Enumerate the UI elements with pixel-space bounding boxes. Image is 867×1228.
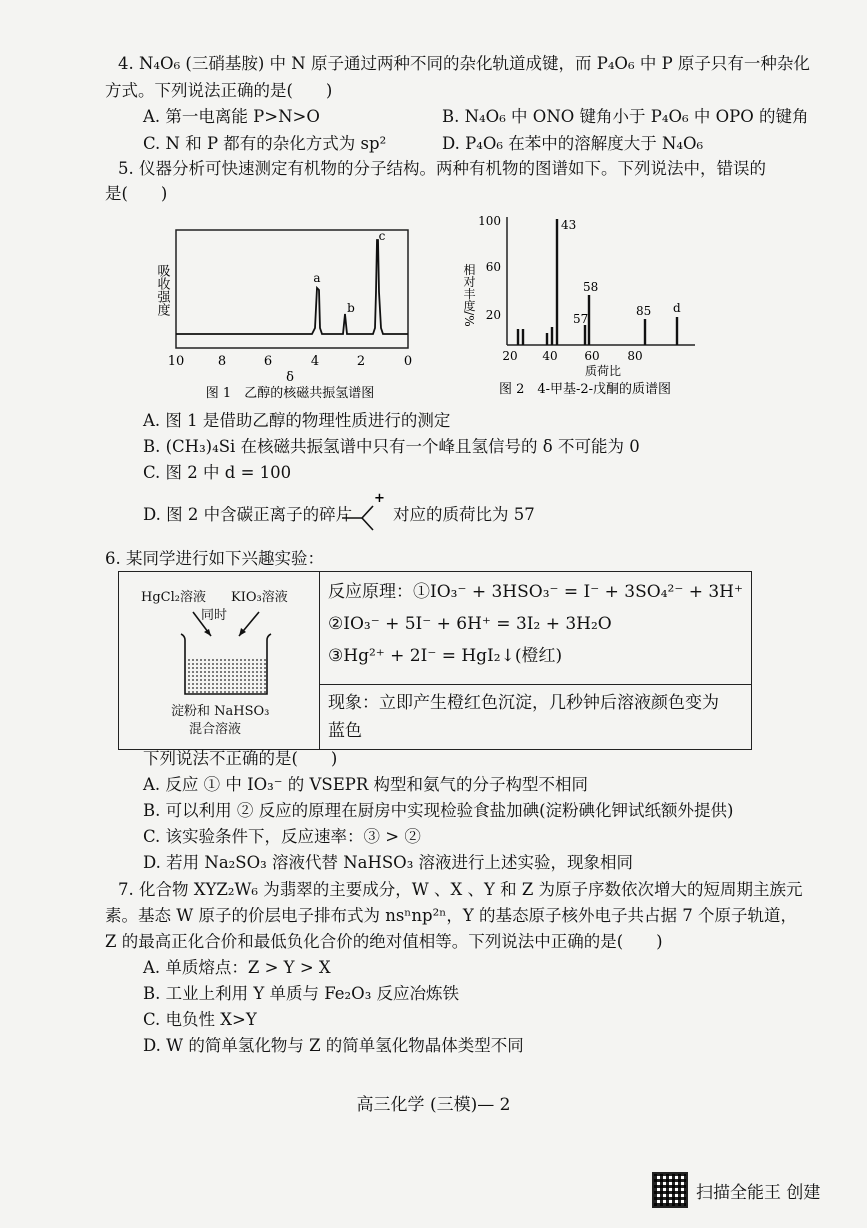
beaker-icon [171, 610, 281, 700]
scanner-watermark [652, 1172, 820, 1208]
qr-code-icon [652, 1172, 688, 1208]
q6-reaction-3: ③Hg²⁺ + 2I⁻ = HgI₂↓(橙红) [328, 646, 563, 666]
q4-stem-line2: 方式。下列说法正确的是( ) [105, 81, 333, 100]
carbocation-fragment-structure [340, 490, 388, 532]
q5-stem-line1: 5. 仪器分析可快速测定有机物的分子结构。两种有机物的图谱如下。下列说法中，错误的 [118, 159, 766, 178]
page-footer: 高三化学 (三模)— 2 [356, 1095, 511, 1115]
q4-option-a: A. 第一电离能 P>N>O [143, 107, 320, 126]
fig2-label-85: 85 [636, 304, 652, 318]
q6-phenomenon-line1: 现象：立即产生橙红色沉淀，几秒钟后溶液颜色变为 [328, 693, 719, 713]
fig1-tick-0: 0 [403, 354, 413, 369]
figure-2-mass-spectrum [455, 205, 715, 405]
q6-option-d: D. 若用 Na₂SO₃ 溶液代替 NaHSO₃ 溶液进行上述实验，现象相同 [143, 853, 634, 872]
fig1-tick-10: 10 [167, 354, 185, 369]
q6-phenomenon-cell [320, 685, 752, 750]
fig2-ylabel: 相对丰度/% [462, 263, 476, 327]
q6-option-b: B. 可以利用 ② 反应的原理在厨房中实现检验食盐加碘(淀粉碘化钾试纸额外提供) [143, 801, 734, 820]
q6-option-a: A. 反应 ① 中 IO₃⁻ 的 VSEPR 构型和氨气的分子构型不相同 [143, 775, 589, 794]
q7-option-b: B. 工业上利用 Y 单质与 Fe₂O₃ 反应冶炼铁 [143, 984, 460, 1003]
q6-intro: 6. 某同学进行如下兴趣实验： [105, 549, 324, 568]
fig2-xtick-60: 60 [584, 349, 600, 363]
q7-option-a: A. 单质熔点：Z > Y > X [143, 958, 331, 977]
scanner-label: 扫描全能王 创建 [696, 1182, 821, 1203]
fig2-caption: 图 2 4-甲基-2-戊酮的质谱图 [498, 382, 672, 397]
fig1-tick-8: 8 [217, 354, 227, 369]
q6-simultaneous-label: 同时 [201, 608, 228, 623]
q6-mixture-label-2: 混合溶液 [189, 722, 242, 737]
q6-apparatus-cell [119, 572, 320, 750]
q4-stem-line1: 4. N₄O₆ (三硝基胺) 中 N 原子通过两种不同的杂化轨道成键，而 P₄O₆ 中 P 原子只有一种杂化 [118, 54, 810, 73]
svg-text:+: + [374, 491, 385, 506]
q6-stem: 下列说法不正确的是( ) [143, 749, 338, 768]
fig2-label-58: 58 [583, 280, 599, 294]
q7-stem-line1: 7. 化合物 XYZ₂W₆ 为翡翠的主要成分，W 、X 、Y 和 Z 为原子序数依次增大的短周期主族元 [118, 880, 803, 899]
fig2-ytick-20: 20 [485, 308, 501, 322]
fig1-x-ticks [168, 354, 412, 369]
q6-reaction-1: 反应原理：①IO₃⁻ + 3HSO₃⁻ = I⁻ + 3SO₄²⁻ + 3H⁺ [328, 582, 743, 602]
fig1-peak-a: a [313, 271, 321, 285]
q4-option-d: D. P₄O₆ 在苯中的溶解度大于 N₄O₆ [442, 134, 704, 153]
q5-stem-line2: 是( ) [105, 184, 168, 203]
q6-reaction-cell [320, 572, 752, 685]
fig2-label-43: 43 [561, 218, 577, 232]
q7-option-d: D. W 的简单氢化物与 Z 的简单氢化物晶体类型不同 [143, 1036, 524, 1055]
fig2-xlabel: 质荷比 [584, 364, 622, 378]
fig2-xtick-40: 40 [542, 349, 558, 363]
fig2-xtick-20: 20 [502, 349, 518, 363]
fig2-ytick-60: 60 [485, 260, 501, 274]
q7-option-c: C. 电负性 X>Y [143, 1010, 257, 1029]
q4-option-b: B. N₄O₆ 中 ONO 键角小于 P₄O₆ 中 OPO 的键角 [442, 107, 809, 126]
q6-reaction-2: ②IO₃⁻ + 5I⁻ + 6H⁺ = 3I₂ + 3H₂O [328, 614, 612, 634]
fig1-peak-c: c [378, 229, 386, 243]
q5-option-d-suffix: 对应的质荷比为 57 [393, 505, 535, 524]
q5-option-b: B. (CH₃)₄Si 在核磁共振氢谱中只有一个峰且氢信号的 δ 不可能为 0 [143, 437, 640, 456]
fig1-peak-b: b [347, 301, 355, 315]
q4-option-c: C. N 和 P 都有的杂化方式为 sp² [143, 134, 387, 153]
q6-experiment-table [118, 571, 752, 750]
fig1-spectrum-trace [176, 240, 408, 334]
fig2-xtick-80: 80 [627, 349, 643, 363]
q5-option-a: A. 图 1 是借助乙醇的物理性质进行的测定 [143, 411, 451, 430]
fig2-ytick-100: 100 [478, 214, 501, 228]
q5-option-d-prefix: D. 图 2 中含碳正离子的碎片 [143, 505, 353, 524]
figure-1-nmr-spectrum [140, 210, 440, 400]
fig1-xlabel: δ [286, 370, 294, 385]
fig1-tick-6: 6 [263, 354, 273, 369]
q6-phenomenon-line2: 蓝色 [328, 721, 362, 741]
q5-option-c: C. 图 2 中 d = 100 [143, 463, 292, 482]
fig2-label-d: d [673, 301, 681, 315]
q6-kio3-label: KIO₃溶液 [231, 590, 288, 605]
fig1-tick-4: 4 [310, 354, 320, 369]
fig1-caption: 图 1 乙醇的核磁共振氢谱图 [205, 386, 375, 400]
q6-option-c: C. 该实验条件下，反应速率：③ > ② [143, 827, 421, 846]
fig1-tick-2: 2 [356, 354, 366, 369]
q6-mixture-label-1: 淀粉和 NaHSO₃ [171, 704, 270, 719]
q6-hgcl2-label: HgCl₂溶液 [141, 590, 206, 605]
q7-stem-line2: 素。基态 W 原子的价层电子排布式为 nsⁿnp²ⁿ，Y 的基态原子核外电子共占据 7 个原子轨道， [105, 906, 797, 925]
fig1-ylabel: 吸收强度 [154, 264, 170, 316]
q7-stem-line3: Z 的最高正化合价和最低负化合价的绝对值相等。下列说法中正确的是( ) [105, 932, 663, 951]
fig1-plot-frame [176, 230, 408, 348]
fig2-label-57: 57 [573, 312, 589, 326]
